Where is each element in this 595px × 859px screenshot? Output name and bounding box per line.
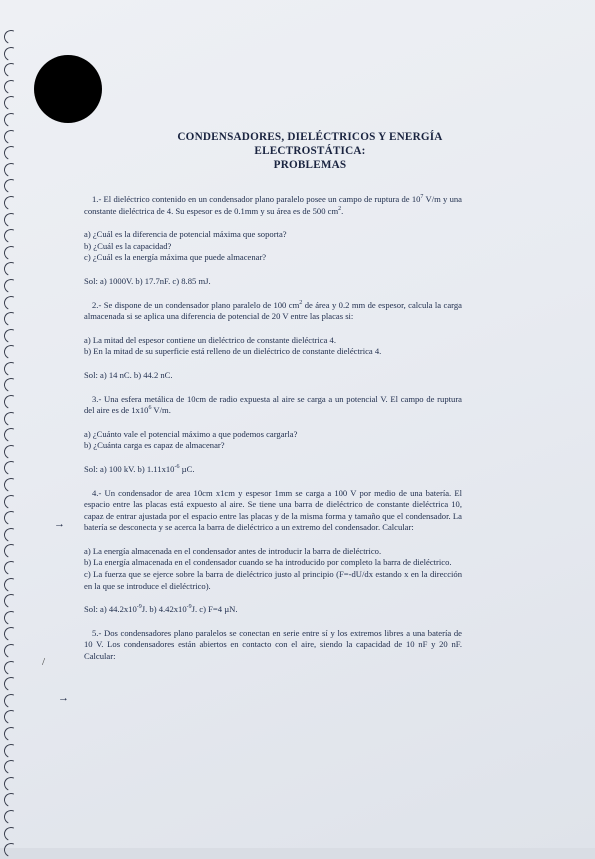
problem-4-statement: 4.- Un condensador de area 10cm x1cm y espesor 1mm se carga a 100 V por medio de una batería. El espacio entre las placas está expuesto al aire. Se tiene una barra de dieléctrico de constante dieléctrica 10, capaz de entrar ajustada por el espacio entre las placas y de la misma forma y tamaño que el condensador. La batería se desconecta y se acerca la barra de dieléctrico a un extremo del condensador. Calcular: [84, 487, 462, 533]
pencil-mark-icon: / [42, 656, 46, 668]
problem-4-question-a: a) La energía almacenada en el condensador antes de introducir la barra de dieléctrico. [84, 545, 382, 556]
problem-2-statement: 2.- Se dispone de un condensador plano paralelo de 100 $cm^2$ de área y 0.2 mm de espesor, calcula la carga almacenada si se aplica una diferencia de potencial de 20 V entre las placas si: [84, 299, 462, 322]
problem-5-statement: 5.- Dos condensadores plano paralelos se conectan en serie entre sí y los extremos libres a una batería de 10 V. Los condensadores están abiertos en contacto con el aire, siendo la capacidad de 10 nF y 20 nF. Calcular: [84, 627, 462, 662]
problem-3-question-b: b) ¿Cuánta carga es capaz de almacenar? [84, 440, 225, 451]
problem-2-solution: Sol: a) 14 nC. b) 44.2 nC. [84, 369, 173, 380]
problem-1-solution: Sol: a) 1000V. b) 17.7nF. c) 8.85 mJ. [84, 275, 211, 286]
hand-arrow-icon: → [58, 692, 69, 704]
title-line-3: PROBLEMAS [273, 159, 347, 171]
problem-3-solution: Sol: a) 100 kV. b) $1.11x10^{-6}$ µC. [84, 463, 195, 474]
title-line-2: ELECTROSTÁTICA: [254, 145, 366, 157]
document-title [100, 130, 520, 172]
problem-4-question-c: c) La fuerza que se ejerce sobre la barra de dieléctrico justo al principio (F=-dU/dx estando x en la dirección en la que se introduce el dieléctrico). [84, 569, 462, 591]
problem-1-question-a: a) ¿Cuál es la diferencia de potencial máxima que soporta? [84, 229, 287, 240]
problem-4-solution: Sol: a) $44.2x10^{-9}J$. b) $4.42x10^{-9}J$. c) F=4 µN. [84, 604, 238, 615]
hand-arrow-icon: → [54, 518, 65, 530]
problem-1-statement: 1.- El dieléctrico contenido en un condensador plano paralelo posee un campo de ruptura de $10^7$ V/m y una constante dieléctrica de 4. Su espesor es de 0.1mm y su área es de 500 $cm^2$. [84, 194, 462, 216]
problem-3-statement: 3.- Una esfera metálica de 10cm de radio expuesta al aire se carga a un potencial V. El campo de ruptura del aire es de $1x10^6$ V/m. [84, 393, 462, 416]
spiral-binding [4, 30, 26, 830]
problem-3-question-a: a) ¿Cuánto vale el potencial máximo a que podemos cargarla? [84, 428, 298, 439]
redaction-circle [34, 55, 102, 123]
problem-list [84, 194, 462, 663]
problem-4-question-b: b) La energía almacenada en el condensador cuando se ha introducido por completo la barra de dieléctrico. [84, 557, 452, 568]
problem-1-question-b: b) ¿Cuál es la capacidad? [84, 240, 172, 251]
title-line-1: CONDENSADORES, DIELÉCTRICOS Y ENERGÍA [177, 131, 443, 143]
problem-1-question-c: c) ¿Cuál es la energía máxima que puede almacenar? [84, 252, 267, 263]
problem-2-question-a: a) La mitad del espesor contiene un dieléctrico de constante dieléctrica 4. [84, 334, 336, 345]
problem-2-question-b: b) En la mitad de su superficie está relleno de un dieléctrico de constante dieléctrica 4. [84, 346, 382, 357]
